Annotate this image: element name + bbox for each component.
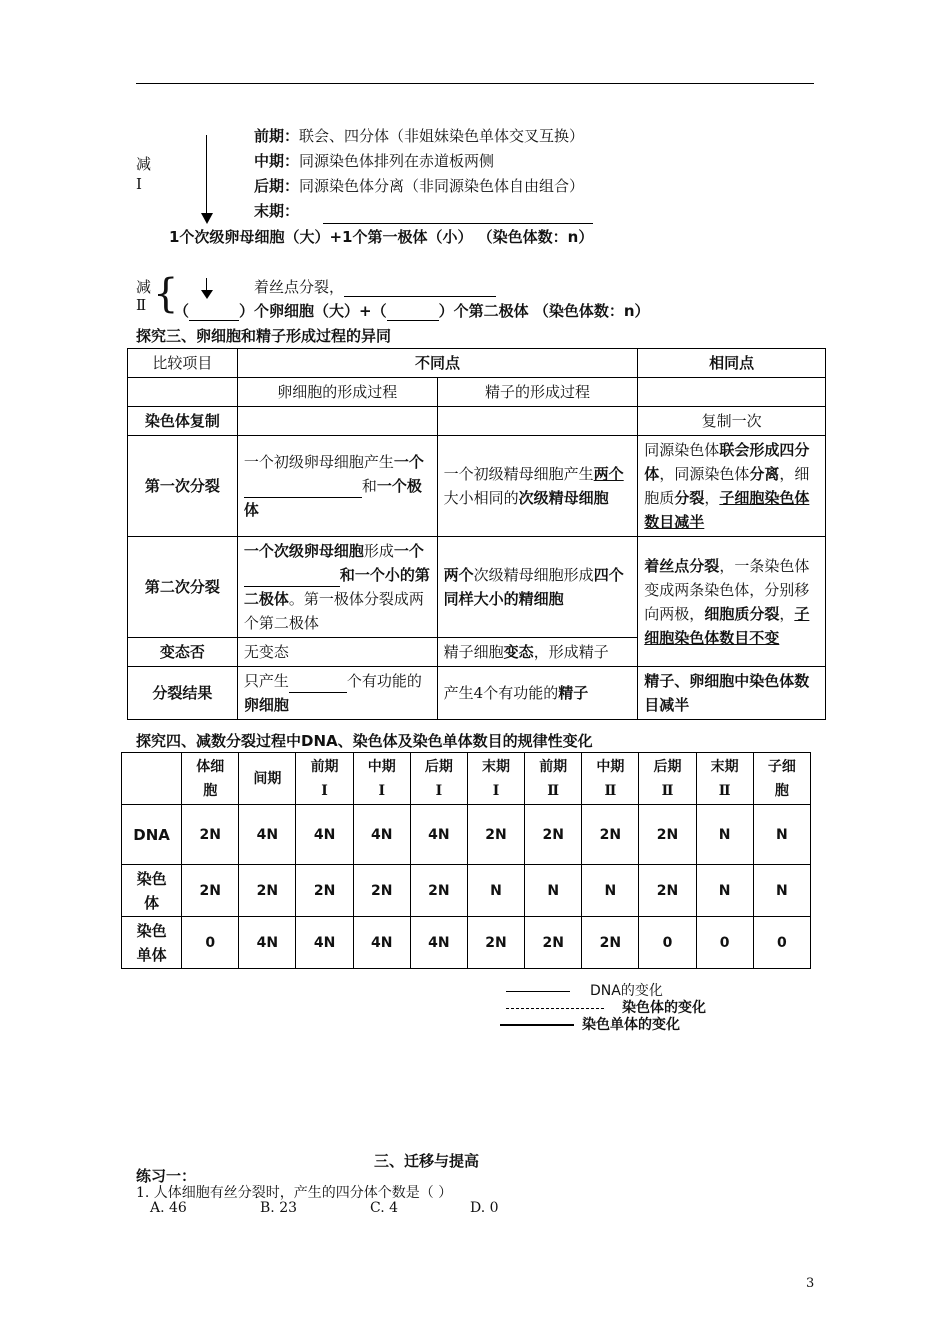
dna-table: [121, 752, 811, 969]
table-row: [128, 407, 826, 436]
r2-sperm: 一个初级精母细胞产生两个大小相同的次级精母细胞: [437, 436, 638, 537]
solid-line-icon: [500, 1024, 574, 1026]
dash-line-icon: [506, 991, 570, 992]
table-row: 体细 胞 间期 前期 Ⅰ 中期 Ⅰ 后期 Ⅰ 末期 Ⅰ 前期 Ⅱ 中期 Ⅱ 后期 Ⅱ 末期 Ⅱ 子细 胞: [122, 753, 811, 805]
table-row: [128, 378, 826, 407]
legend-chromosome: 染色体的变化: [506, 997, 706, 1017]
option-c: C. 4: [370, 1200, 399, 1216]
phase-prophase: 前期：联会、四分体（非姐妹染色单体交叉互换）: [254, 127, 585, 145]
dashed-line-icon: [506, 1008, 604, 1009]
r2-same: 同源染色体联会形成四分体，同源染色体分离，细胞质分裂，子细胞染色体数目减半: [638, 436, 826, 537]
h-sperm: 精子的形成过程: [437, 378, 638, 407]
r3-sperm: 两个次级精母细胞形成四个同样大小的精细胞: [437, 537, 638, 638]
meiosis1-phases: [254, 124, 593, 224]
table-row: 染色 体 2N 2N 2N 2N 2N N N N 2N N N: [122, 865, 811, 917]
option-a: A. 46: [150, 1200, 187, 1216]
r5-egg: 只产生 个有功能的卵细胞: [237, 667, 437, 720]
comparison-table: [127, 348, 826, 720]
section-transfer-title: 三、迁移与提高: [374, 1152, 480, 1170]
meiosis2-label: 减 Ⅱ: [136, 278, 152, 314]
r2-egg: 一个初级卵母细胞产生一个和一个极体: [237, 436, 437, 537]
r4-egg: 无变态: [237, 638, 437, 667]
table-row: 染色 单体 0 4N 4N 4N 4N 2N 2N 2N 0 0 0: [122, 917, 811, 969]
h-same: 相同点: [638, 349, 826, 378]
r4-label: 变态否: [128, 638, 238, 667]
legend-dna: DNA的变化: [506, 980, 663, 1000]
section3-title: 探究三、卵细胞和精子形成过程的异同: [136, 327, 392, 345]
meiosis2-brace: {: [153, 271, 179, 317]
option-b: B. 23: [260, 1200, 298, 1216]
section4-title: 探究四、减数分裂过程中DNA、染色体及染色单体数目的规律性变化: [136, 732, 593, 750]
meiosis2-arrow-head: [201, 290, 213, 299]
h-item: 比较项目: [128, 349, 238, 378]
r3-label: 第二次分裂: [128, 537, 238, 638]
phase-anaphase: 后期：同源染色体分离（非同源染色体自由组合）: [254, 177, 585, 195]
meiosis2-line2: （ ）个卵细胞（大）+（ ）个第二极体 （染色体数：n）: [174, 302, 650, 320]
exercise-options: [150, 1200, 499, 1216]
meiosis1-result: 1个次级卵母细胞（大）+1个第一极体（小） （染色体数：n）: [169, 228, 594, 246]
table-row: [128, 349, 826, 378]
table-row: [128, 436, 826, 537]
r1-same: 复制一次: [638, 407, 826, 436]
meiosis1-arrow-head: [201, 213, 213, 224]
r3-same: 着丝点分裂，一条染色体变成两条染色体，分别移向两极，细胞质分裂，子细胞染色体数目不变: [638, 537, 826, 667]
r1-label: 染色体复制: [128, 407, 238, 436]
r3-egg: 一个次级卵母细胞形成一个和一个小的第二极体。第一极体分裂成两个第二极体: [237, 537, 437, 638]
r5-sperm: 产生4个有功能的精子: [437, 667, 638, 720]
r5-label: 分裂结果: [128, 667, 238, 720]
table-row: DNA 2N 4N 4N 4N 4N 2N 2N 2N 2N N N: [122, 805, 811, 865]
exercise-question: 1. 人体细胞有丝分裂时，产生的四分体个数是（ ）: [136, 1185, 453, 1201]
meiosis2-line1: 着丝点分裂，: [254, 276, 496, 297]
table-row: [128, 537, 826, 638]
r2-label: 第一次分裂: [128, 436, 238, 537]
exercise-title: 练习一：: [136, 1167, 197, 1185]
page-number: 3: [806, 1276, 815, 1291]
meiosis1-arrow-shaft: [206, 135, 207, 215]
r4-sperm: 精子细胞变态，形成精子: [437, 638, 638, 667]
meiosis1-label: 减 Ⅰ: [136, 155, 152, 193]
r5-same: 精子、卵细胞中染色体数目减半: [638, 667, 826, 720]
phase-telophase: 末期：: [254, 199, 593, 224]
table-row: [128, 667, 826, 720]
option-d: D. 0: [470, 1200, 499, 1216]
header-rule: [136, 83, 814, 84]
h-egg: 卵细胞的形成过程: [237, 378, 437, 407]
h-diff: 不同点: [237, 349, 637, 378]
phase-metaphase: 中期：同源染色体排列在赤道板两侧: [254, 152, 495, 170]
legend-chromatid: 染色单体的变化: [500, 1014, 680, 1034]
